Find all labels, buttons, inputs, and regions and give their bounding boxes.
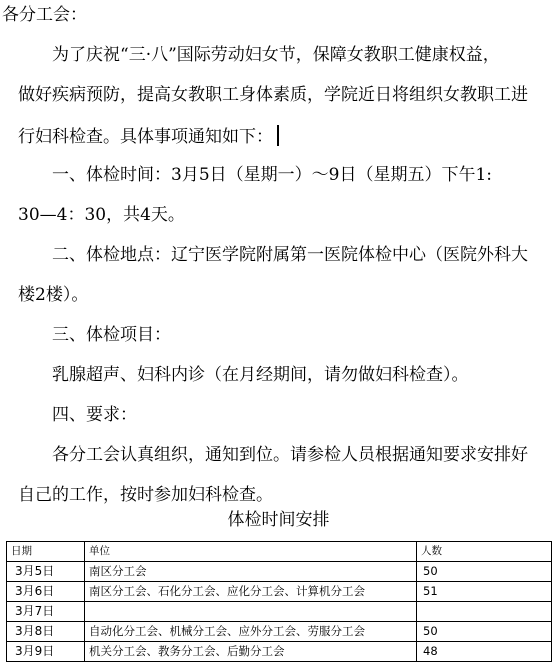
table-row: [7, 562, 552, 582]
date-cell: 3月8日: [7, 622, 85, 642]
paragraph-line: 自己的工作，按时参加妇科检查。: [18, 485, 273, 505]
paragraph-line: 为了庆祝“三·八”国际劳动妇女节，保障女教职工健康权益，: [52, 45, 500, 65]
table-row: [7, 602, 552, 622]
paragraph-line: [18, 125, 279, 147]
section-time-heading: 一、体检时间：3月5日（星期一）～9日（星期五）下午1:: [52, 165, 492, 185]
count-cell: 48: [417, 642, 552, 662]
unit-cell: 自动化分工会、机械分工会、应外分工会、劳服分工会: [85, 622, 417, 642]
count-cell: 50: [417, 562, 552, 582]
schedule-title: 体检时间安排: [227, 510, 330, 530]
column-header-unit: 单位: [85, 542, 417, 562]
paragraph-line-text: 行妇科检查。具体事项通知如下：: [18, 127, 273, 147]
paragraph-line: 做好疾病预防，提高女教职工身体素质，学院近日将组织女教职工进: [18, 85, 528, 105]
date-cell: 3月7日: [7, 602, 85, 622]
date-cell: 3月5日: [7, 562, 85, 582]
table-row: [7, 622, 552, 642]
schedule-table: [6, 541, 552, 662]
unit-cell: 机关分工会、教务分工会、后勤分工会: [85, 642, 417, 662]
unit-cell: [85, 602, 417, 622]
paragraph-line: 各分工会认真组织，通知到位。请参检人员根据通知要求安排好: [52, 445, 528, 465]
column-header-count: 人数: [417, 542, 552, 562]
table-row: [7, 582, 552, 602]
table-row: [7, 642, 552, 662]
section-items-heading: 三、体检项目：: [52, 325, 171, 345]
paragraph-line: 楼2楼）。: [18, 285, 89, 305]
paragraph-line: 乳腺超声、妇科内诊（在月经期间，请勿做妇科检查）。: [52, 365, 469, 385]
date-cell: 3月6日: [7, 582, 85, 602]
text-cursor: [277, 125, 279, 146]
section-location-heading: 二、体检地点：辽宁医学院附属第一医院体检中心（医院外科大: [52, 245, 528, 265]
date-cell: 3月9日: [7, 642, 85, 662]
unit-cell: 南区分工会: [85, 562, 417, 582]
unit-cell: 南区分工会、石化分工会、应化分工会、计算机分工会: [85, 582, 417, 602]
count-cell: [417, 602, 552, 622]
count-cell: 51: [417, 582, 552, 602]
section-requirements-heading: 四、要求：: [52, 405, 137, 425]
column-header-date: 日期: [7, 542, 85, 562]
count-cell: 50: [417, 622, 552, 642]
salutation: 各分工会：: [2, 5, 87, 25]
paragraph-line: 30—4：30，共4天。: [18, 205, 185, 225]
table-header-row: [7, 542, 552, 562]
